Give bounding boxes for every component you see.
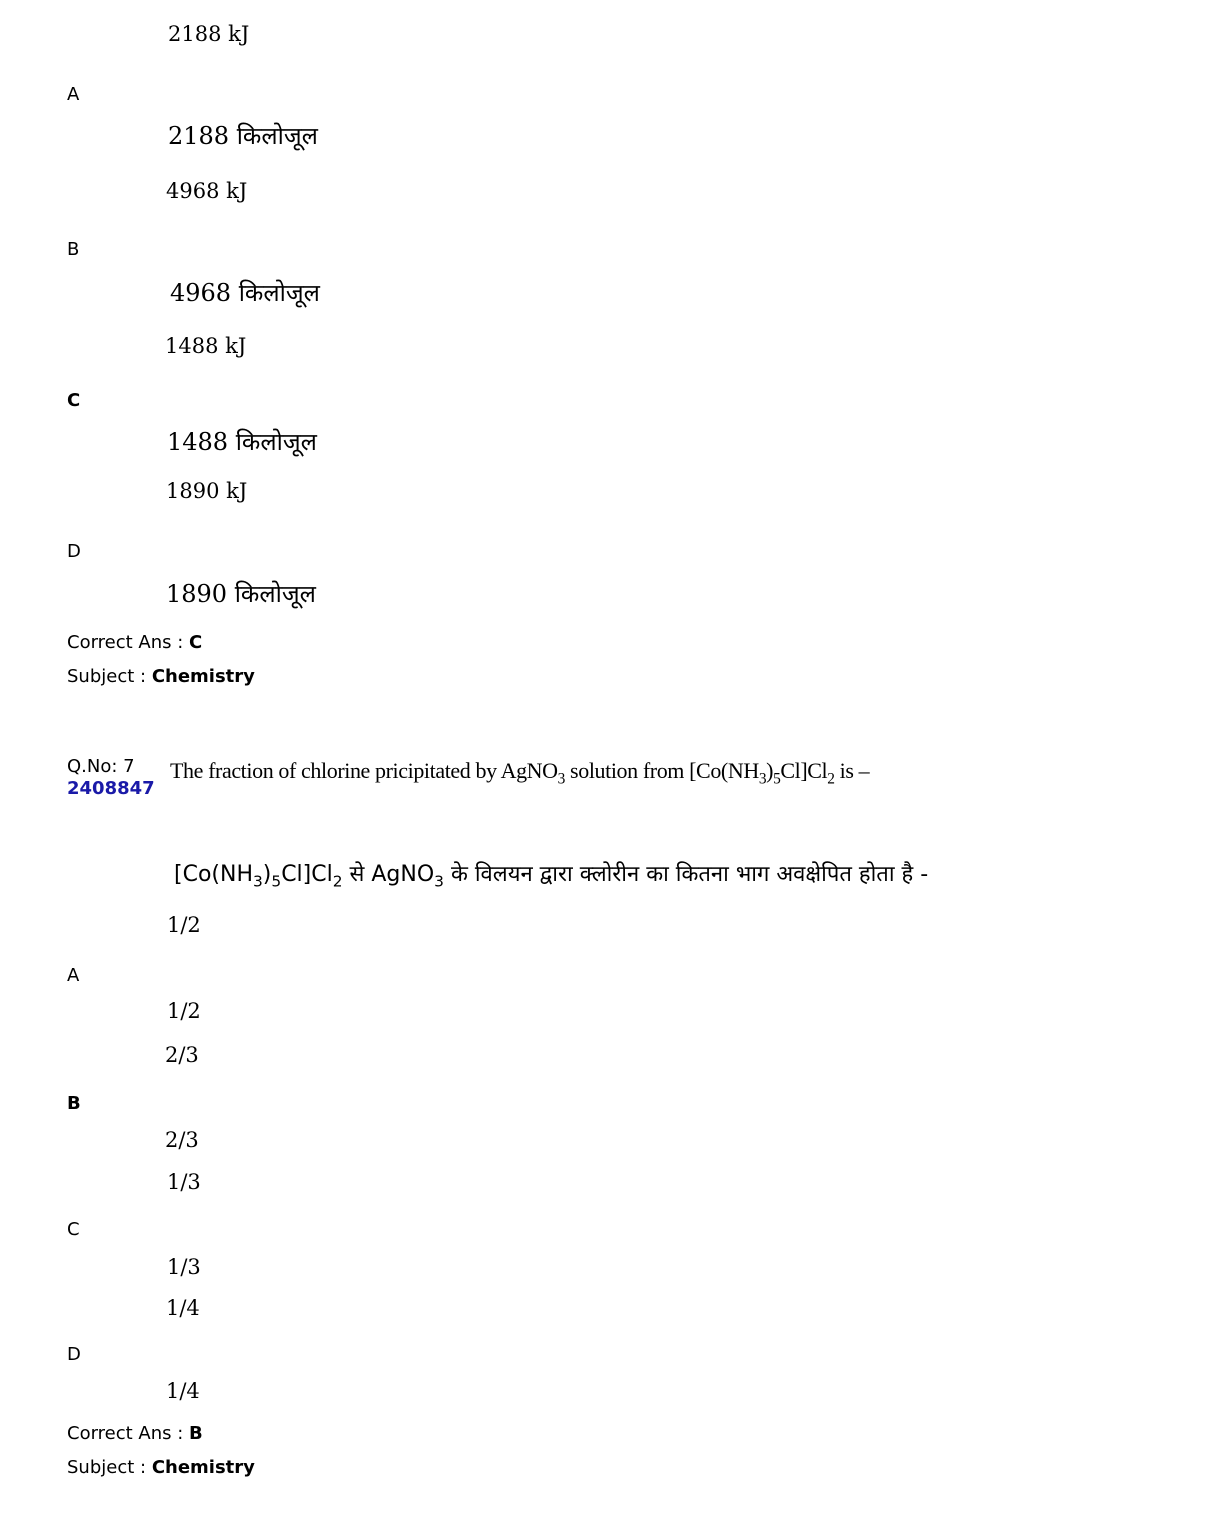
q7-option-c-letter: C <box>67 1219 80 1240</box>
q7-hi-sub: 2 <box>332 872 343 891</box>
correct-answer-value: B <box>189 1423 203 1444</box>
q7-en-sub: 3 <box>557 770 565 788</box>
q7-en-part: solution from [Co(NH <box>564 758 759 783</box>
q7-hi-sub: 5 <box>271 872 282 891</box>
correct-answer-label: Correct Ans : <box>67 1423 184 1444</box>
q6-option-d-hindi: 1890 किलोजूल <box>166 580 316 608</box>
subject-value: Chemistry <box>151 1457 255 1478</box>
q6-option-a-letter: A <box>67 84 80 105</box>
q7-hi-part: Cl]Cl <box>281 862 333 887</box>
q7-option-a-hindi: 1/2 <box>167 999 201 1023</box>
q7-hi-part: से AgNO <box>342 862 435 887</box>
subject-label: Subject : <box>67 666 147 687</box>
q6-option-b-hindi: 4968 किलोजूल <box>170 279 320 307</box>
q6-option-a-english: 2188 kJ <box>168 22 250 46</box>
q7-option-b-letter: B <box>67 1093 81 1114</box>
q7-number: Q.No: 7 <box>67 756 135 777</box>
q7-hi-part: ) <box>262 862 272 887</box>
q7-en-sub: 2 <box>827 770 835 788</box>
q7-option-c-english: 1/3 <box>167 1170 201 1194</box>
q7-option-d-hindi: 1/4 <box>166 1379 200 1403</box>
q6-option-c-english: 1488 kJ <box>165 334 247 358</box>
q6-correct-answer <box>67 632 202 653</box>
q7-question-english <box>170 758 870 788</box>
q6-option-d-letter: D <box>67 541 81 562</box>
subject-label: Subject : <box>67 1457 147 1478</box>
q7-hi-part: के विलयन द्वारा क्लोरीन का कितना भाग अवक्षेपित होता है - <box>443 862 929 887</box>
q7-option-c-hindi: 1/3 <box>167 1255 201 1279</box>
q7-question-hindi <box>174 858 929 891</box>
q7-subject <box>67 1457 255 1478</box>
subject-value: Chemistry <box>151 666 255 687</box>
q6-option-a-hindi: 2188 किलोजूल <box>168 122 318 150</box>
q7-option-a-english: 1/2 <box>167 913 201 937</box>
correct-answer-value: C <box>189 632 203 653</box>
q7-option-b-english: 2/3 <box>165 1043 199 1067</box>
q6-option-d-english: 1890 kJ <box>166 479 248 503</box>
q7-option-d-letter: D <box>67 1344 81 1365</box>
q7-en-part: is – <box>834 758 870 783</box>
q7-option-d-english: 1/4 <box>166 1296 200 1320</box>
q7-question-id: 2408847 <box>67 778 155 799</box>
q7-hi-part: [Co(NH <box>174 862 253 887</box>
q7-en-sub: 5 <box>773 770 781 788</box>
q7-en-part: The fraction of chlorine pricipitated by AgNO <box>170 758 558 783</box>
q6-option-c-letter: C <box>67 390 81 411</box>
q6-option-c-hindi: 1488 किलोजूल <box>167 428 317 456</box>
q7-en-sub: 3 <box>758 770 767 788</box>
q6-option-b-letter: B <box>67 239 80 260</box>
q7-option-b-hindi: 2/3 <box>165 1128 199 1152</box>
q7-en-part: ) <box>766 758 774 783</box>
correct-answer-label: Correct Ans : <box>67 632 184 653</box>
q7-option-a-letter: A <box>67 965 80 986</box>
q6-subject <box>67 666 255 687</box>
q7-en-part: Cl]Cl <box>780 758 828 783</box>
q7-correct-answer <box>67 1423 203 1444</box>
q7-hi-sub: 3 <box>253 872 263 891</box>
q7-hi-sub: 3 <box>434 872 444 891</box>
q6-option-b-english: 4968 kJ <box>166 179 248 203</box>
